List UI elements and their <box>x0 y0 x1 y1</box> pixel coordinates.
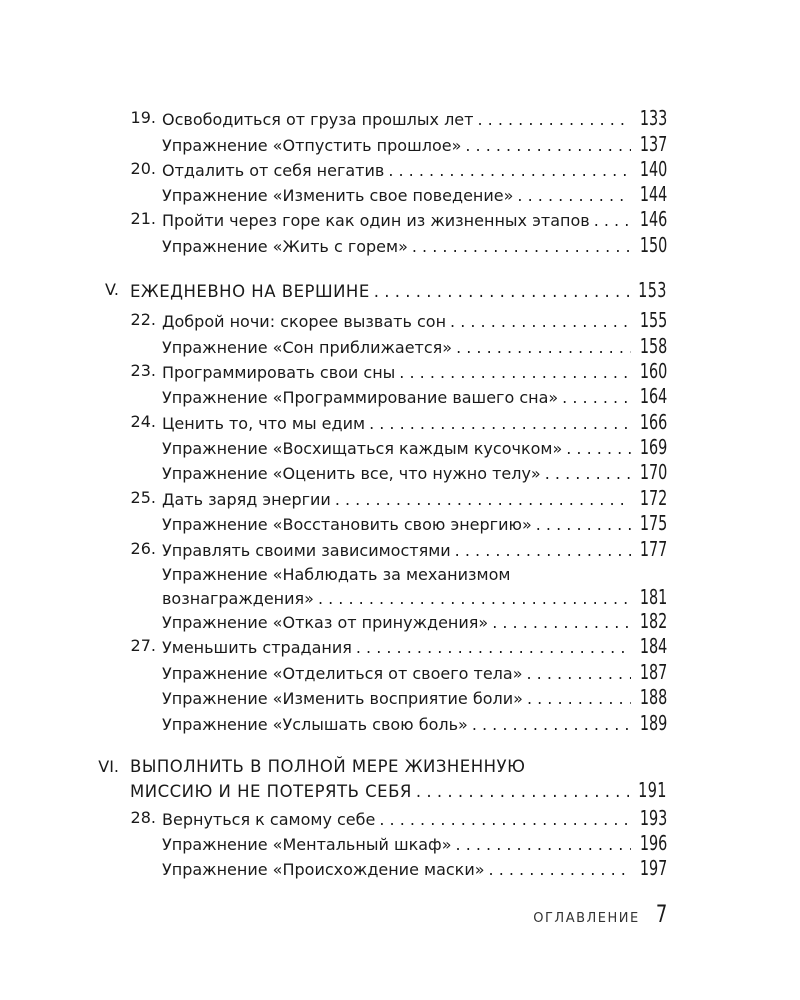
toc-entry-title: Упражнение «Сон приближается» <box>162 338 453 357</box>
toc-entry-page: 164 <box>639 384 667 408</box>
toc-entry-page: 196 <box>639 831 667 855</box>
toc-section[interactable] <box>0 157 800 181</box>
toc-entry-number: 23. <box>130 361 156 380</box>
toc-section[interactable] <box>0 359 800 383</box>
toc-entry-title: Упражнение «Отказ от принуждения» <box>162 613 489 632</box>
dot-leader <box>452 833 631 855</box>
toc-entry-page: 160 <box>639 359 667 383</box>
dot-leader <box>558 386 630 408</box>
toc-section[interactable] <box>0 207 800 231</box>
toc-entry-title: Упражнение «Жить с горем» <box>162 237 408 256</box>
toc-entry-page: 189 <box>639 711 667 735</box>
toc-exercise[interactable] <box>0 435 800 459</box>
dot-leader <box>513 184 630 206</box>
toc-entry-page: 133 <box>639 106 667 130</box>
toc-entry-title-line1: Упражнение «Наблюдать за механизмом <box>162 565 511 584</box>
toc-entry-page: 150 <box>639 233 667 257</box>
toc-entry-title: Упражнение «Программирование вашего сна» <box>162 388 559 407</box>
toc-exercise[interactable] <box>0 182 800 206</box>
toc-entry-title: Упражнение «Изменить восприятие боли» <box>162 689 523 708</box>
toc-entry-title: Освободиться от груза прошлых лет <box>162 110 474 129</box>
toc-entry-page: 158 <box>639 334 667 358</box>
toc-entry-number: 27. <box>130 636 156 655</box>
toc-section[interactable] <box>0 486 800 510</box>
toc-entry-page: 172 <box>639 486 667 510</box>
dot-leader <box>375 808 630 830</box>
toc-entry-title: Дать заряд энергии <box>162 490 331 509</box>
toc-entry-title: МИССИЮ И НЕ ПОТЕРЯТЬ СЕБЯ <box>130 782 412 801</box>
dot-leader <box>384 159 630 181</box>
toc-entry-page: 169 <box>639 435 667 459</box>
dot-leader <box>370 280 629 302</box>
toc-entry-title: Упражнение «Отделиться от своего тела» <box>162 664 523 683</box>
toc-entry-page: 155 <box>639 308 667 332</box>
toc-exercise[interactable] <box>0 609 800 633</box>
dot-leader <box>473 108 630 130</box>
toc-entry-number: 19. <box>130 108 156 127</box>
toc-entry-title: Доброй ночи: скорее вызвать сон <box>162 312 447 331</box>
toc-section[interactable] <box>0 806 800 830</box>
dot-leader <box>446 310 631 332</box>
toc-section[interactable] <box>0 634 800 658</box>
toc-entry-page: 137 <box>639 132 667 156</box>
dot-leader <box>352 636 631 658</box>
dot-leader <box>590 209 631 231</box>
toc-exercise[interactable] <box>0 132 800 156</box>
toc-entry-title: Упражнение «Отпустить прошлое» <box>162 136 462 155</box>
running-header-label: ОГЛАВЛЕНИЕ <box>533 911 640 926</box>
toc-exercise[interactable] <box>0 384 800 408</box>
toc-entry-page: 166 <box>639 410 667 434</box>
toc-entry-page: 177 <box>639 537 667 561</box>
toc-exercise[interactable] <box>0 585 800 609</box>
dot-leader <box>451 539 631 561</box>
toc-entry-number: 25. <box>130 488 156 507</box>
toc-entry-page: 191 <box>638 778 667 802</box>
toc-exercise[interactable] <box>0 334 800 358</box>
dot-leader <box>562 437 630 459</box>
dot-leader <box>485 858 631 880</box>
dot-leader <box>408 235 631 257</box>
dot-leader <box>523 687 631 709</box>
toc-entry-title: вознаграждения» <box>162 589 314 608</box>
toc-entry-title: Вернуться к самому себе <box>162 810 376 829</box>
toc-entry-page: 187 <box>639 660 667 684</box>
toc-exercise[interactable] <box>0 856 800 880</box>
toc-exercise[interactable] <box>0 511 800 535</box>
toc-exercise[interactable] <box>0 711 800 735</box>
dot-leader <box>461 134 630 156</box>
toc-exercise[interactable] <box>0 233 800 257</box>
toc-entry-page: 144 <box>639 182 667 206</box>
toc-entry-title-line1: ВЫПОЛНИТЬ В ПОЛНОЙ МЕРЕ ЖИЗНЕННУЮ <box>130 757 526 776</box>
toc-entry-page: 193 <box>639 806 667 830</box>
toc-entry-page: 197 <box>639 856 667 880</box>
toc-section[interactable] <box>0 106 800 130</box>
dot-leader <box>331 488 631 510</box>
toc-entry-title: Пройти через горе как один из жизненных этапов <box>162 211 590 230</box>
toc-section[interactable] <box>0 410 800 434</box>
toc-exercise[interactable] <box>0 460 800 484</box>
toc-entry-title: Упражнение «Происхождение маски» <box>162 860 485 879</box>
toc-entry-page: 170 <box>639 460 667 484</box>
toc-entry-title: Упражнение «Восхищаться каждым кусочком» <box>162 439 563 458</box>
dot-leader <box>532 513 631 535</box>
toc-entry-title: Отдалить от себя негатив <box>162 161 385 180</box>
toc-entry-title: Упражнение «Услышать свою боль» <box>162 715 468 734</box>
toc-entry-number: V. <box>105 280 119 299</box>
toc-entry-number: 28. <box>130 808 156 827</box>
toc-entry-page: 153 <box>638 278 667 302</box>
toc-entry-page: 140 <box>639 157 667 181</box>
toc-entry-title: Упражнение «Восстановить свою энергию» <box>162 515 532 534</box>
toc-entry-page: 182 <box>639 609 667 633</box>
toc-entry-title: Программировать свои сны <box>162 363 396 382</box>
dot-leader <box>523 662 631 684</box>
toc-exercise[interactable] <box>0 660 800 684</box>
page-number: 7 <box>655 900 667 928</box>
toc-exercise[interactable] <box>0 831 800 855</box>
toc-entry-title: Уменьшить страдания <box>162 638 352 657</box>
dot-leader <box>452 336 631 358</box>
toc-entry-title: Ценить то, что мы едим <box>162 414 366 433</box>
toc-section[interactable] <box>0 537 800 561</box>
toc-entry-title: Упражнение «Ментальный шкаф» <box>162 835 452 854</box>
toc-entry-title: Упражнение «Изменить свое поведение» <box>162 186 514 205</box>
dot-leader <box>314 587 631 609</box>
toc-entry-number: 21. <box>130 209 156 228</box>
toc-entry-page: 146 <box>639 207 667 231</box>
toc-entry-number: 24. <box>130 412 156 431</box>
toc-entry-title: Упражнение «Оценить все, что нужно телу» <box>162 464 541 483</box>
dot-leader <box>365 412 631 434</box>
toc-entry-page: 175 <box>639 511 667 535</box>
toc-section[interactable] <box>0 308 800 332</box>
toc-entry-title: ЕЖЕДНЕВНО НА ВЕРШИНЕ <box>130 282 370 301</box>
toc-entry-number: 20. <box>130 159 156 178</box>
toc-entry-page: 184 <box>639 634 667 658</box>
toc-entry-page: 181 <box>639 585 667 609</box>
toc-entry-page: 188 <box>639 685 667 709</box>
toc-entry-number: 26. <box>130 539 156 558</box>
dot-leader <box>468 713 631 735</box>
dot-leader <box>541 462 631 484</box>
dot-leader <box>412 780 629 802</box>
toc-entry-title: Управлять своими зависимостями <box>162 541 451 560</box>
toc-entry-number: VI. <box>98 757 119 776</box>
dot-leader <box>488 611 630 633</box>
toc-entry-number: 22. <box>130 310 156 329</box>
page-footer <box>533 900 667 930</box>
toc-exercise[interactable] <box>0 685 800 709</box>
dot-leader <box>395 361 630 383</box>
toc-chapter[interactable] <box>0 278 800 302</box>
